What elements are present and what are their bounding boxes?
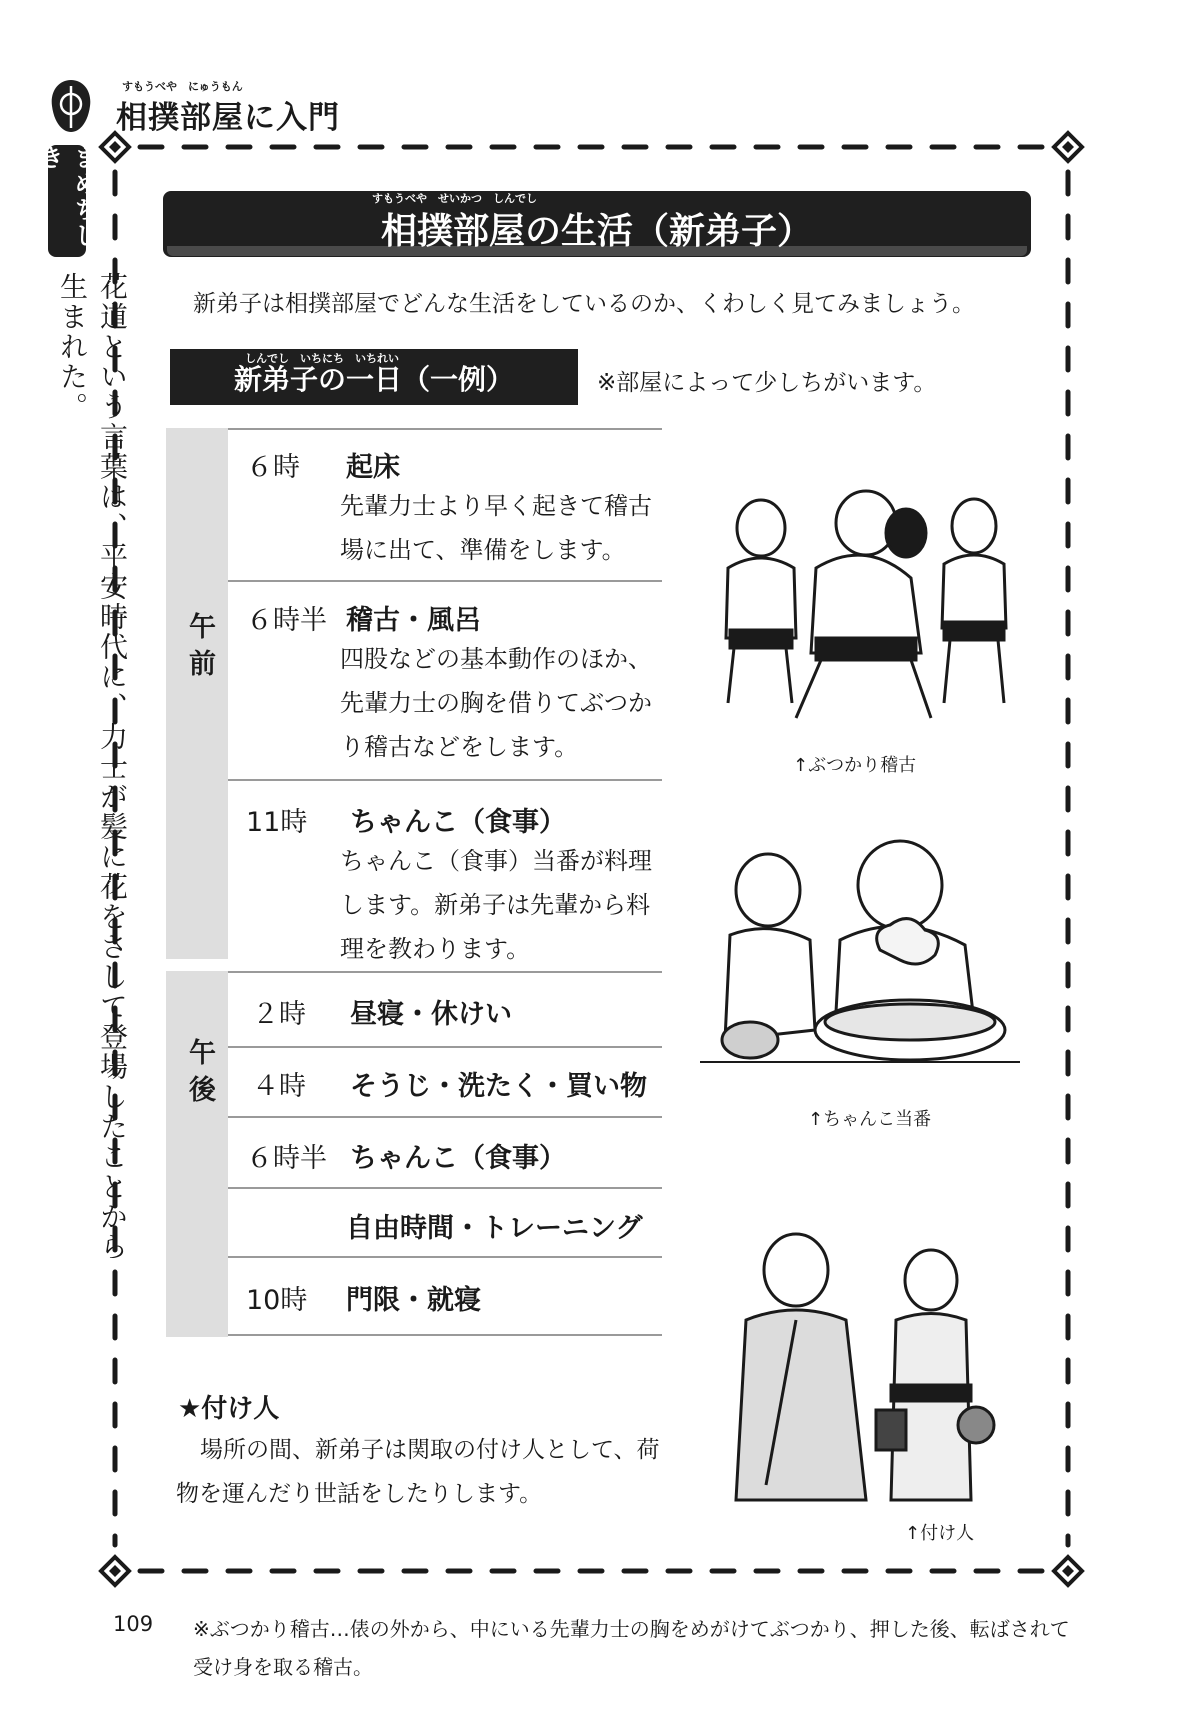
schedule-event: ちゃんこ（食事） <box>350 807 566 838</box>
tsukebito-text: 場所の間、新弟子は関取の付け人として、荷物を運んだり世話をしたりします。 <box>176 1437 660 1507</box>
row-divider <box>228 779 662 781</box>
schedule-event: 昼寝・休けい <box>350 999 512 1030</box>
caption-butsukari: ↑ぶつかり稽古 <box>793 755 917 776</box>
row-divider <box>228 1187 662 1189</box>
morning-column <box>166 428 228 959</box>
schedule-event: 稽古・風呂 <box>346 605 481 636</box>
schedule-desc: ちゃんこ（食事）当番が料理します。新弟子は先輩から料理を教わります。 <box>340 847 652 963</box>
schedule-event: 起床 <box>346 452 400 483</box>
section-title: 相撲部屋の生活（新弟子） <box>380 211 813 252</box>
schedule-time: ４時 <box>252 1071 306 1102</box>
afternoon-column <box>166 971 228 1337</box>
schedule-time: ６時半 <box>246 605 327 636</box>
side-label: まめちしき <box>48 145 86 257</box>
schedule-event: 自由時間・トレーニング <box>346 1213 643 1244</box>
period-afternoon: 午後 <box>184 1038 215 1112</box>
butsukari-illustration <box>706 478 1036 743</box>
caption-chanko: ↑ちゃんこ当番 <box>808 1109 932 1130</box>
chanko-illustration <box>700 830 1020 1080</box>
footer-note: ※ぶつかり稽古…俵の外から、中にいる先輩力士の胸をめがけてぶつかり、押した後、転ばされて受け身を取る稽古。 <box>193 1617 1070 1679</box>
schedule-time: ６時半 <box>246 1143 327 1174</box>
schedule-time: 10時 <box>246 1285 308 1316</box>
schedule-time: ２時 <box>252 999 306 1030</box>
row-divider <box>228 1334 662 1336</box>
row-divider <box>228 1256 662 1258</box>
tsukebito-illustration <box>726 1225 996 1515</box>
schedule-note: ※部屋によって少しちがいます。 <box>597 370 937 396</box>
row-divider <box>228 580 662 582</box>
header-title: 相撲部屋に入門 <box>116 100 340 136</box>
schedule-desc: 四股などの基本動作のほか、先輩力士の胸を借りてぶつかり稽古などをします。 <box>340 645 652 761</box>
schedule-event: ちゃんこ（食事） <box>350 1143 566 1174</box>
schedule-time: 11時 <box>246 807 308 838</box>
page-number: 109 <box>113 1612 154 1636</box>
header-ruby: すもうべや にゅうもん <box>122 80 243 93</box>
schedule-desc: 先輩力士より早く起きて稽古場に出て、準備をします。 <box>340 492 652 564</box>
banner-ruby: すもうべや せいかつ しんでし <box>372 192 537 205</box>
row-divider <box>228 428 662 430</box>
tsukebito-heading: ★付け人 <box>178 1394 280 1424</box>
intro-text: 新弟子は相撲部屋でどんな生活をしているのか、くわしく見てみましょう。 <box>193 291 975 317</box>
row-divider <box>228 1116 662 1118</box>
row-divider <box>228 1046 662 1048</box>
row-divider <box>228 971 662 973</box>
side-note: 花道という言葉は、平安時代に、力士が髪に花をさして登場したことから生まれた。 <box>56 272 129 1262</box>
schedule-time: ６時 <box>246 452 300 483</box>
period-morning: 午前 <box>184 612 215 686</box>
sub-header-ruby: しんでし いちにち いちれい <box>245 352 399 365</box>
caption-tsukebito: ↑付け人 <box>905 1523 975 1544</box>
schedule-event: 門限・就寝 <box>346 1285 481 1316</box>
schedule-event: そうじ・洗たく・買い物 <box>350 1071 647 1102</box>
sub-header-title: 新弟子の一日（一例） <box>233 363 514 396</box>
